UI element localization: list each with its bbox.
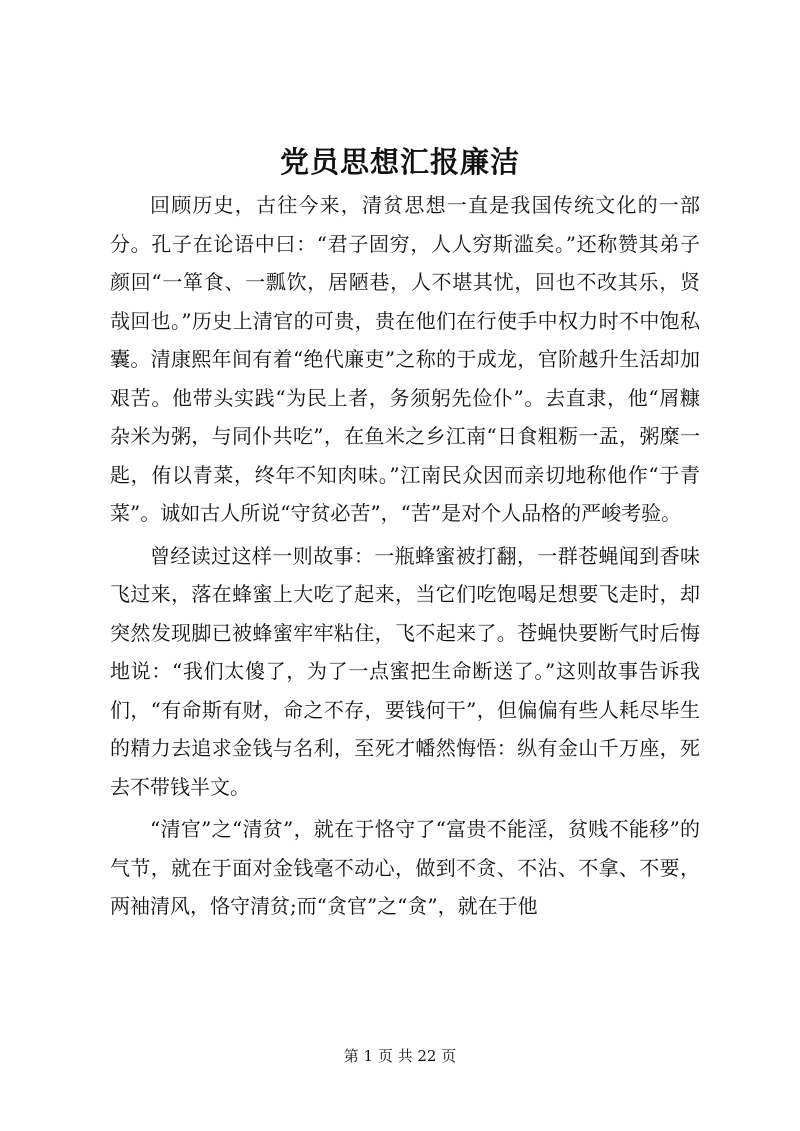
paragraph-1: 回顾历史，古往今来，清贫思想一直是我国传统文化的一部分。孔子在论语中曰：“君子固穷，人人穷斯滥矣。”还称赞其弟子颜回“一箪食、一瓢饮，居陋巷，人不堪其忧，回也不改其乐，贤哉回也。”历史上清官的可贵，贵在他们在行使手中权力时不中饱私囊。清康熙年间有着“绝代廉吏”之称的于成龙，官阶越升生活却加艰苦。他带头实践“为民上者，务须躬先俭仆”。去直隶，他“屑糠杂米为粥，与同仆共吃”，在鱼米之乡江南“日食粗粝一盂，粥糜一匙，侑以青菜，终年不知肉味。”江南民众因而亲切地称他作“于青菜”。诚如古人所说“守贫必苦”，“苦”是对个人品格的严峻考验。	[110, 193, 700, 525]
page-number-footer: 第 1 页 共 22 页	[343, 1047, 457, 1065]
paragraph-2: 曾经读过这样一则故事：一瓶蜂蜜被打翻，一群苍蝇闻到香味飞过来，落在蜂蜜上大吃了起来，当它们吃饱喝足想要飞走时，却突然发现脚已被蜂蜜牢牢粘住，飞不起来了。苍蝇快要断气时后悔地说：“我们太傻了，为了一点蜜把生命断送了。”这则故事告诉我们，“有命斯有财，命之不存，要钱何干”，但偏偏有些人耗尽毕生的精力去追求金钱与名利，至死才幡然悔悟：纵有金山千万座，死去不带钱半文。	[110, 543, 700, 799]
paragraph-3: “清官”之“清贫”，就在于恪守了“富贵不能淫，贫贱不能移”的气节，就在于面对金钱毫不动心，做到不贪、不沾、不拿、不要，两袖清风，恪守清贫;而“贪官”之“贪”，就在于他	[110, 817, 700, 918]
document-body	[110, 186, 700, 926]
document-title: 党员思想汇报廉洁	[279, 145, 520, 179]
